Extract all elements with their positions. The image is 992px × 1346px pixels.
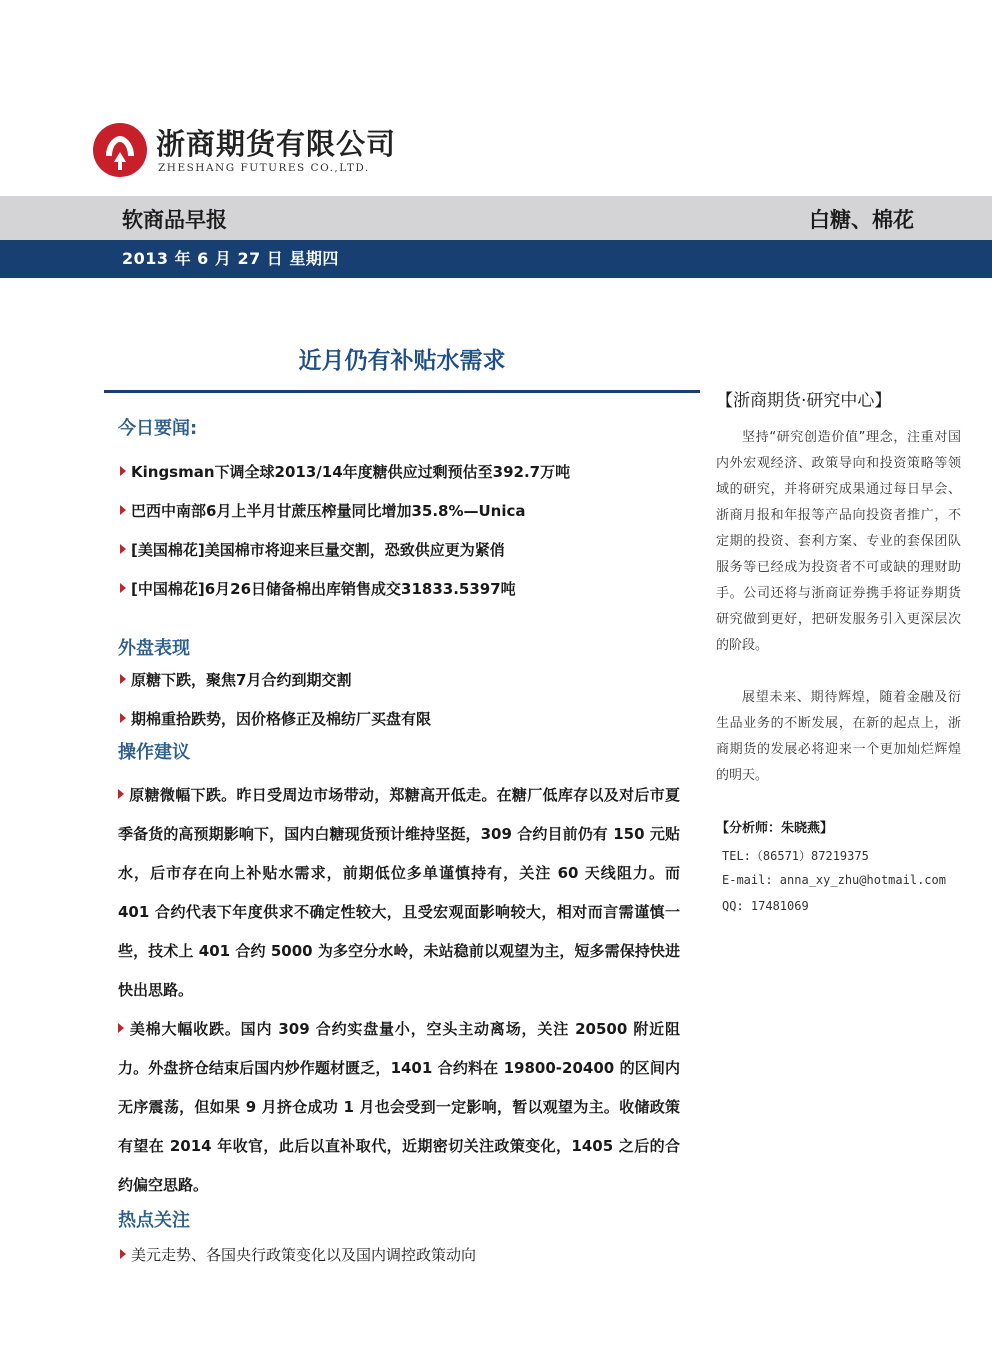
bullet-arrow-icon bbox=[120, 505, 126, 515]
advice-paragraph-cotton: 美棉大幅收跌。国内 309 合约实盘量小，空头主动离场，关注 20500 附近阻力。外盘挤仓结束后国内炒作题材匮乏，1401 合约料在 19800-20400 的区间内无序震荡，但如果 9 月挤仓成功 1 月也会受到一定影响，暂以观望为主。收储政策有望在 2014 年收官，此后以直补取代，近期密切关注政策变化，1405 之后的合约偏空思路。 bbox=[118, 1020, 680, 1194]
document-title: 近月仍有补贴水需求 bbox=[298, 348, 506, 374]
news-heading: 今日要闻: bbox=[118, 418, 198, 439]
research-center-outlook: 展望未来、期待辉煌，随着金融及衍生品业务的不断发展，在新的起点上，浙商期货的发展必将迎来一个更加灿烂辉煌的明天。 bbox=[716, 690, 961, 783]
research-center-intro: 坚持“研究创造价值”理念，注重对国内外宏观经济、政策导向和投资策略等领域的研究，并将研究成果通过每日早会、浙商月报和年报等产品向投资者推广，不定期的投资、套利方案、专业的套保团队服务等已经成为投资者不可或缺的理财助手。公司还将与浙商证券携手将证券期货研究做到更好，把研发服务引入更深层次的阶段。 bbox=[716, 430, 961, 653]
outer-market-item: 期棉重拾跌势，因价格修正及棉纺厂买盘有限 bbox=[120, 708, 431, 729]
outer-market-heading: 外盘表现 bbox=[118, 638, 190, 659]
company-name-cn: 浙商期货有限公司 bbox=[156, 127, 397, 161]
bullet-arrow-icon bbox=[118, 1023, 124, 1033]
bullet-arrow-icon bbox=[120, 583, 126, 593]
outer-market-item: 原糖下跌，聚焦7月合约到期交割 bbox=[120, 669, 351, 690]
analyst-phone: TEL:（86571）87219375 bbox=[722, 849, 869, 863]
news-item: [美国棉花]美国棉市将迎来巨量交割，恐致供应更为紧俏 bbox=[120, 539, 505, 560]
company-logo-icon bbox=[92, 122, 148, 178]
news-item: [中国棉花]6月26日储备棉出库销售成交31833.5397吨 bbox=[120, 578, 516, 599]
bullet-arrow-icon bbox=[118, 789, 124, 799]
advice-heading: 操作建议 bbox=[118, 742, 190, 763]
bullet-arrow-icon bbox=[120, 1249, 126, 1259]
analyst-email[interactable]: E-mail: anna_xy_zhu@hotmail.com bbox=[722, 873, 946, 887]
report-date: 2013 年 6 月 27 日 星期四 bbox=[122, 249, 339, 268]
advice-paragraph-sugar: 原糖微幅下跌。昨日受周边市场带动，郑糖高开低走。在糖厂低库存以及对后市夏季备货的高预期影响下，国内白糖现货预计维持坚挺，309 合约目前仍有 150 元贴水，后市存在向上补贴水需求，前期低位多单谨慎持有，关注 60 天线阻力。而 401 合约代表下年度供求不确定性较大，且受宏观面影响较大，相对而言需谨慎一些，技术上 401 合约 5000 为多空分水岭，未站稳前以观望为主，短多需保持快进快出思路。 bbox=[118, 786, 680, 999]
hot-topics-item: 美元走势、各国央行政策变化以及国内调控政策动向 bbox=[120, 1244, 476, 1265]
report-banner bbox=[0, 196, 992, 240]
bullet-arrow-icon bbox=[120, 674, 126, 684]
company-name-en: ZHESHANG FUTURES CO.,LTD. bbox=[158, 162, 370, 174]
report-commodities: 白糖、棉花 bbox=[809, 208, 914, 232]
analyst-name: 【分析师：朱晓燕】 bbox=[716, 821, 834, 836]
title-divider bbox=[104, 390, 700, 393]
analyst-qq: QQ: 17481069 bbox=[722, 899, 809, 913]
news-item: Kingsman下调全球2013/14年度糖供应过剩预估至392.7万吨 bbox=[120, 461, 570, 482]
hot-topics-heading: 热点关注 bbox=[118, 1210, 190, 1231]
news-item: 巴西中南部6月上半月甘蔗压榨量同比增加35.8%—Unica bbox=[120, 500, 526, 521]
company-logo bbox=[92, 118, 397, 182]
research-center-title: 【浙商期货·研究中心】 bbox=[716, 391, 892, 411]
date-banner bbox=[0, 240, 992, 278]
bullet-arrow-icon bbox=[120, 544, 126, 554]
bullet-arrow-icon bbox=[120, 713, 126, 723]
bullet-arrow-icon bbox=[120, 466, 126, 476]
report-type: 软商品早报 bbox=[122, 208, 227, 232]
